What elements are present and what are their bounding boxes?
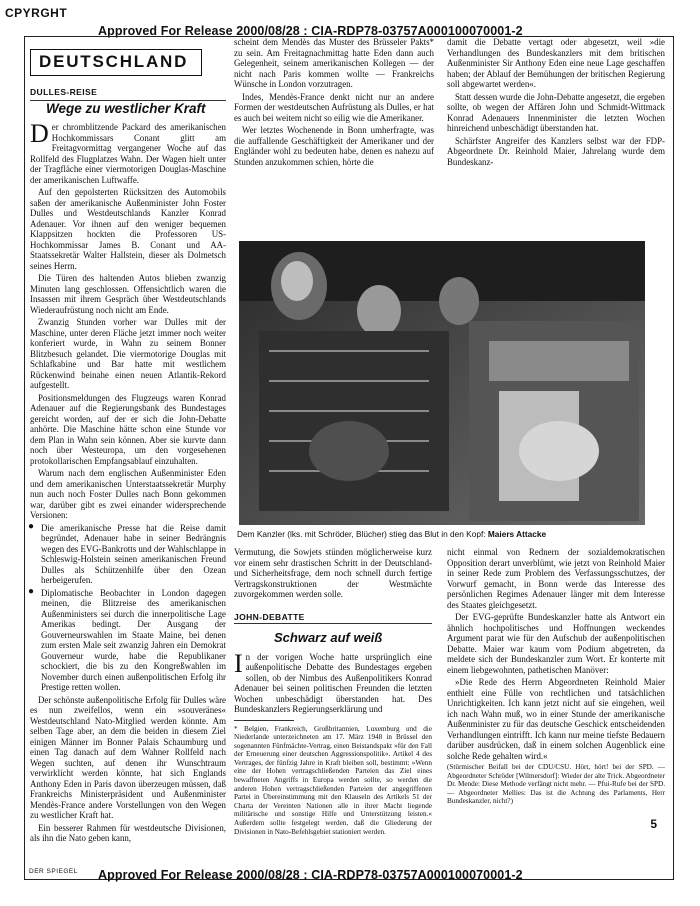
- page-number: 5: [650, 817, 657, 831]
- article1-paragraph: Auf den gepolsterten Rücksitzen des Automobils saßen der amerikanische Außenminister John Foster Dulles und Westdeutschlands Kanzler Konrad Adenauer. Vor ihnen auf den weniger bequemen Klappsitzen hockten die Professoren US-Hochkommissar James B. Conant und AA-Staatssekretär Walter Hallstein, dieser als Dolmetsch seines Herrn.: [30, 187, 226, 271]
- kicker-rule: [234, 623, 432, 624]
- article2-paragraph: In der vorigen Woche hatte ursprünglich eine außenpolitische Debatte des Bundestages ergeben sollen, ob der Nimbus des Außenpolitikers Konrad Adenauer bei seinen politischen Freunden die letzten Wochen unbeschädigt überstanden hat. Des Bundeskanzlers Regierungserklärung und: [234, 648, 432, 714]
- article1-paragraph: Zwanzig Stunden vorher war Dulles mit der Maschine, unter deren Fläche jetzt immer noch weiter konferiert wurde, in Wahn zu seinem Bonner Blitzbesuch gelandet. Die viermotorige Douglas mit Schlafkabine und Bar hatte mit westlichem Rückenwind beinahe einen neuen Atlantik-Rekord aufgestellt.: [30, 317, 226, 390]
- kicker-dulles: DULLES-REISE: [30, 87, 98, 97]
- right-paragraph: »Die Rede des Herrn Abgeordneten Reinhold Maier enthielt eine Fülle von rechtlichen und tatsächlichen Unrichtigkeiten. Ich kann jetzt nicht auf sie eingehen, weil ich nach Wahn muß, wo in einer Stunde der amerikanische Außenminister zu für das deutsche Geschick entscheidenden Verhandlungen eintrifft. Ich kann nur meine tiefste Bedauern darüber ausdrücken, daß in einem solchen Augenblick eine solche Rede gehalten wird.«: [447, 677, 665, 761]
- photo-image: [239, 241, 645, 525]
- middle-paragraph: Vermutung, die Sowjets stünden möglicherweise kurz vor einem sehr drastischen Schritt in der Deutschland- und Sicherheitsfrage, dem noch schnell durch fertige Vertragskonstruktionen der Westmächte zuvorgekommen werden solle.: [234, 547, 432, 599]
- magazine-footer: DER SPIEGEL: [29, 868, 78, 875]
- article1-paragraph: Der chromblitzende Packard des amerikanischen Hochkommissars Conant glitt am Freitagvormittag vergangener Woche auf das Rollfeld des Flugplatzes Wahn. Der Wagen hielt unter der Tragfläche einer viermotorigen Douglas-Maschine der amerikanischen Luftwaffe.: [30, 119, 226, 185]
- copyright-stamp: CPYRGHT: [5, 6, 68, 20]
- right-paragraph: Schärfster Angreifer des Kanzlers selbst war der FDP-Abgeordnete Dr. Reinhold Maier, Jahrelang wurde dem Bundeskanz-: [447, 135, 665, 167]
- kicker-john: JOHN-DEBATTE: [234, 612, 305, 622]
- dropcap: D: [30, 119, 49, 148]
- footnote: * Belgien, Frankreich, Großbritannien, Luxemburg und die Niederlande unterzeichneten am 17. März 1948 in Brüssel den sogenannten Fünfmächte-Vertrag, einen Beistandspakt »für den Fall der Erneuerung einer deutschen Aggressionspolitik«. Artikel 4 des Vertrages, der fünfzig Jahre in Kraft bleiben soll, bestimmt: »Wenn eine der Hohen vertragschließenden Parteien das Ziel eines bewaffneten Angriffs in Europa werden sollte, so werden die anderen Hohen vertragschließenden Parteien der angegriffenen Partei in Übereinstimmung mit den Klauseln des Artikels 51 der Charta der Vereinten Nationen alle in ihrer Macht liegende militärische und sonstige Hilfe und Unterstützung leisten.« Außerdem sollte festgelegt werden, daß die Gliederung der Divisionen in Nato-Befehlsgebiet stationiert werden.: [234, 724, 432, 836]
- dropcap: I: [234, 648, 243, 678]
- column-left: [30, 87, 226, 846]
- bullet-point: ● Die amerikanische Presse hat die Reise damit begründet, Adenauer habe in seiner Bedrängnis wegen des EVG-Bankrotts und der Wahlschlappe in Schleswig-Holstein seinen amerikanischen Freund Dulles als Schützenhilfe über den Ozean herbeigerufen.: [30, 523, 226, 586]
- bundestag-photo: [239, 241, 645, 525]
- middle-paragraph: Indes, Mendès-France denkt nicht nur an andere Formen der westdeutschen Aufrüstung als Dulles, er hat es auch bei weitem nicht so eilig wie die Amerikaner.: [234, 91, 434, 123]
- middle-paragraph: Wer letztes Wochenende in Bonn umherfragte, was die auffallende Geschäftigkeit der Amerikaner und der Engländer wohl zu bedeuten habe, denen es nahezu auf Stunden anzukommen schien, hörte die: [234, 125, 434, 167]
- article1-paragraph: Positionsmeldungen des Flugzeugs waren Konrad Adenauer auf die Regierungsbank des Bundestages gereicht worden, auf der er sich die John-Debatte anhörte. Die Maschine hätte schon eine Stunde vor dem Plan in Wahn sein können. Aber sie kurvte dann noch über Westeuropa, um den vorgesehenen protokollarischen Empfangsablauf einzuhalten.: [30, 392, 226, 466]
- article2-headline: Schwarz auf weiß: [274, 630, 383, 645]
- column-right-bottom: [447, 547, 665, 808]
- article1-paragraph: Warum nach dem englischen Außenminister Eden und dem amerikanischen Unterstaatssekretär Murphy nun auch noch Foster Dulles nach Bonn gekommen war, darüber gibt es zwei einander widersprechende Versionen:: [30, 468, 226, 520]
- magazine-page: [24, 36, 674, 880]
- article1-headline: Wege zu westlicher Kraft: [46, 100, 206, 116]
- section-header-box: [30, 49, 202, 76]
- bullet-point: ● Diplomatische Beobachter in London dagegen meinen, die Blitzreise des amerikanischen Außenministers sei durch die innerpolitische Lage Amerikas bedingt. Der Ausgang der Gouverneurswahlen im Staate Maine, bei denen zum ersten Male seit zwanzig Jahren ein Demokrat Gouverneur wurde, habe die Republikaner schockiert, die bis zu den Kongreßwahlen im November durch einen außenpolitischen Erfolg ihr Prestige retten wollen.: [30, 588, 226, 693]
- footnote-rule: [234, 720, 294, 721]
- section-title: DEUTSCHLAND: [39, 52, 189, 71]
- column-right-top: [447, 37, 665, 169]
- article1-paragraph: Ein besserer Rahmen für westdeutsche Divisionen, als ihn die Nato geben kann,: [30, 822, 226, 843]
- release-stamp-top: Approved For Release 2000/08/28 : CIA-RDP78-03757A000100070001-2: [98, 24, 523, 38]
- article1-paragraph: Der schönste außenpolitische Erfolg für Dulles wäre es nun zweifellos, wenn ein »souveränes« Westdeutschland Nato-Mitglied werden könnte. Am selben Tage aber, an dem die beiden in diesem Ziel einigen Männer im Bonner Palais Schaumburg und einen Tag danach auf dem Wahner Rollfeld nach Wegen suchten, auf denen ihr Wunschtraum verwirklicht werden könnte, hat sich Englands Anthony Eden in Paris davon überzeugen müssen, daß Frankreichs Ministerpräsident und Außenminister Mendès-France andere Vorstellungen von den Wegen zu westlicher Kraft hat.: [30, 694, 226, 820]
- right-paragraph: nicht einmal von Rednern der sozialdemokratischen Opposition derart unverblümt, wie jetzt von Reinhold Maier in seiner Rede zum Problem des Verfassungsschutzes, der Vorwurf gemacht, in Bonn werde das Interesse des persönlichen Regimes Adenauer länger mit dem Interesse des Staates gleichgesetzt.: [447, 547, 665, 610]
- right-paragraph: Statt dessen wurde die John-Debatte angesetzt, die ergeben sollte, ob wegen der Affären John und Schmidt-Wittmack Konrad Adenauers Innenminister die letzten Wochen hinreichend unbeschädigt überstanden hat.: [447, 91, 665, 133]
- middle-paragraph: scheint dem Mendès das Muster des Brüsseler Pakts* zu sein. Am Freitagnachmittag hatte Eden dann auch Gelegenheit, seinem amerikanischen Kollegen — der nicht nach Paris kommen wollte — Frankreichs Wünsche in London vorzutragen.: [234, 37, 434, 89]
- right-paragraph: damit die Debatte vertagt oder abgesetzt, weil »die Verhandlungen des Bundeskanzlers mit dem britischen Außenminister Sir Anthony Eden eine neue Lage geschaffen haben; der Ablauf der Bemühungen der britischen Regierung soll abgewartet werden«.: [447, 37, 665, 89]
- release-stamp-bottom: Approved For Release 2000/08/28 : CIA-RDP78-03757A000100070001-2: [98, 868, 523, 882]
- photo-caption: Dem Kanzler (lks. mit Schröder, Blücher) stieg das Blut in den Kopf: Maiers Attacke: [237, 529, 547, 539]
- article2-column: [234, 627, 432, 838]
- column-middle-bottom: [234, 547, 432, 602]
- kicker-rule: [30, 100, 226, 101]
- column-middle-top: [234, 37, 434, 169]
- interjection: (Stürmischer Beifall bei der CDU/CSU. Hört, hört! bei der SPD. — Abgeordneter Schröder [Wilmersdorf]: Wieder der alte Trick. Abgeordneter Dr. Mende: Diese Methode verfängt nicht mehr. — Pfui-Rufe bei der SPD. — Abgeordneter Mellies: Das ist die Achtung des Parlaments, Herr Bundeskanzler, nicht?): [447, 763, 665, 806]
- article1-paragraph: Die Türen des haltenden Autos blieben zwanzig Minuten lang geschlossen. Offensichtlich waren die Insassen mit ihrem Gespräch über Westdeutschlands Wiederaufrüstung noch nicht am Ende.: [30, 273, 226, 315]
- right-paragraph: Der EVG-geprüfte Bundeskanzler hatte als Antwort ein ähnlich hochpolitisches und Hoffnungen weckendes Argument parat wie für den Aufschub der außenpolitischen Debatte. Maier war kaum vom Podium abgetreten, da meldete sich der Bundeskanzler zum Wort. Er konterte mit einem liebgewohnten, pathetischen Manöver:: [447, 612, 665, 675]
